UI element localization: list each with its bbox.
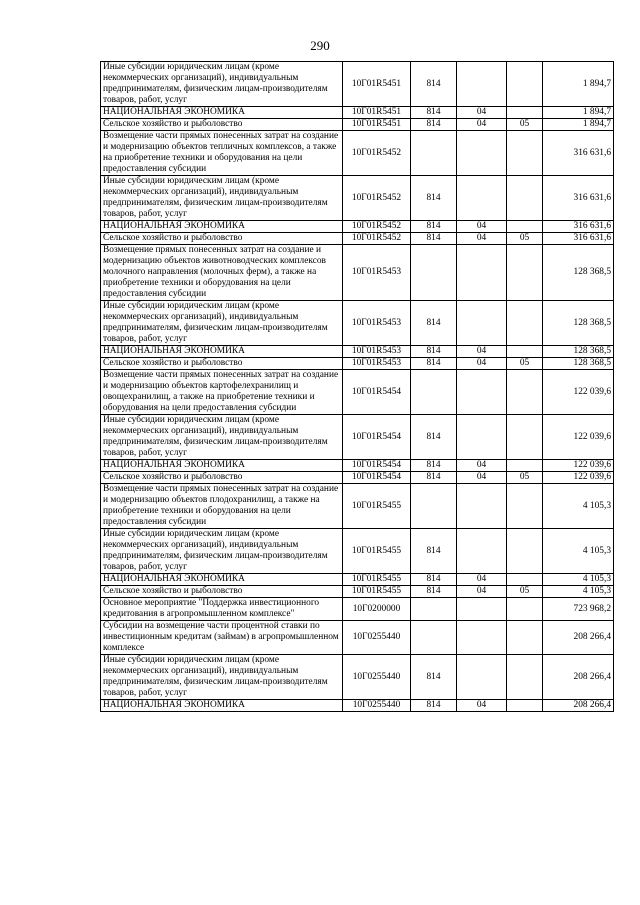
subsection-cell: 05 (507, 119, 543, 131)
subsection-cell (507, 131, 543, 176)
amount-cell: 4 105,3 (543, 586, 614, 598)
amount-cell: 128 368,5 (543, 346, 614, 358)
section-cell: 04 (457, 233, 507, 245)
amount-cell: 128 368,5 (543, 301, 614, 346)
table-row (101, 655, 614, 700)
amount-cell: 1 894,7 (543, 119, 614, 131)
table-row (101, 245, 614, 301)
subsection-cell (507, 346, 543, 358)
grbs-cell: 814 (411, 176, 457, 221)
amount-cell: 128 368,5 (543, 245, 614, 301)
grbs-cell (411, 621, 457, 655)
table-row (101, 598, 614, 621)
target-article-cell: 10Г0255440 (343, 621, 411, 655)
target-article-cell: 10Г0200000 (343, 598, 411, 621)
target-article-cell: 10Г01R5451 (343, 119, 411, 131)
section-cell (457, 655, 507, 700)
section-cell: 04 (457, 107, 507, 119)
table-row (101, 233, 614, 245)
name-cell: НАЦИОНАЛЬНАЯ ЭКОНОМИКА (101, 346, 343, 358)
section-cell (457, 245, 507, 301)
name-cell: Возмещение прямых понесенных затрат на создание и модернизацию объектов животноводческих комплексов молочного направления (молочных ферм), а также на приобретение техники и оборудования на цели предоставления субсидии (101, 245, 343, 301)
table-row (101, 484, 614, 529)
subsection-cell (507, 574, 543, 586)
grbs-cell: 814 (411, 62, 457, 107)
table-row (101, 586, 614, 598)
table-row (101, 62, 614, 107)
name-cell: Возмещение части прямых понесенных затрат на создание и модернизацию объектов картофелехранилищ и овощехранилищ, а также на приобретение техники и оборудования на цели предоставления субсидии (101, 370, 343, 415)
section-cell (457, 301, 507, 346)
section-cell (457, 131, 507, 176)
table-row (101, 415, 614, 460)
budget-table (100, 61, 614, 712)
target-article-cell: 10Г0255440 (343, 700, 411, 712)
name-cell: Основное мероприятие "Поддержка инвестиционного кредитования в агропромышленном комплексе" (101, 598, 343, 621)
subsection-cell (507, 460, 543, 472)
amount-cell: 316 631,6 (543, 176, 614, 221)
section-cell: 04 (457, 358, 507, 370)
target-article-cell: 10Г01R5451 (343, 62, 411, 107)
subsection-cell (507, 484, 543, 529)
name-cell: Иные субсидии юридическим лицам (кроме некоммерческих организаций), индивидуальным предпринимателям, физическим лицам-производителям товаров, работ, услуг (101, 655, 343, 700)
subsection-cell: 05 (507, 233, 543, 245)
subsection-cell (507, 221, 543, 233)
section-cell: 04 (457, 700, 507, 712)
amount-cell: 122 039,6 (543, 415, 614, 460)
amount-cell: 208 266,4 (543, 621, 614, 655)
table-row (101, 472, 614, 484)
target-article-cell: 10Г01R5455 (343, 574, 411, 586)
grbs-cell: 814 (411, 415, 457, 460)
amount-cell: 122 039,6 (543, 460, 614, 472)
target-article-cell: 10Г0255440 (343, 655, 411, 700)
page-number: 290 (310, 38, 330, 53)
grbs-cell (411, 484, 457, 529)
amount-cell: 723 968,2 (543, 598, 614, 621)
amount-cell: 122 039,6 (543, 370, 614, 415)
name-cell: Иные субсидии юридическим лицам (кроме некоммерческих организаций), индивидуальным предпринимателям, физическим лицам-производителям товаров, работ, услуг (101, 301, 343, 346)
amount-cell: 208 266,4 (543, 655, 614, 700)
grbs-cell: 814 (411, 655, 457, 700)
subsection-cell: 05 (507, 586, 543, 598)
target-article-cell: 10Г01R5453 (343, 301, 411, 346)
subsection-cell: 05 (507, 358, 543, 370)
grbs-cell: 814 (411, 358, 457, 370)
table-row (101, 700, 614, 712)
grbs-cell: 814 (411, 574, 457, 586)
amount-cell: 1 894,7 (543, 107, 614, 119)
amount-cell: 208 266,4 (543, 700, 614, 712)
amount-cell: 4 105,3 (543, 529, 614, 574)
target-article-cell: 10Г01R5452 (343, 131, 411, 176)
grbs-cell: 814 (411, 301, 457, 346)
target-article-cell: 10Г01R5455 (343, 484, 411, 529)
name-cell: Иные субсидии юридическим лицам (кроме некоммерческих организаций), индивидуальным предпринимателям, физическим лицам-производителям товаров, работ, услуг (101, 415, 343, 460)
amount-cell: 316 631,6 (543, 221, 614, 233)
section-cell: 04 (457, 574, 507, 586)
table-row (101, 176, 614, 221)
table-row (101, 370, 614, 415)
name-cell: Сельское хозяйство и рыболовство (101, 119, 343, 131)
amount-cell: 4 105,3 (543, 574, 614, 586)
grbs-cell: 814 (411, 233, 457, 245)
name-cell: НАЦИОНАЛЬНАЯ ЭКОНОМИКА (101, 460, 343, 472)
grbs-cell: 814 (411, 586, 457, 598)
subsection-cell (507, 529, 543, 574)
name-cell: НАЦИОНАЛЬНАЯ ЭКОНОМИКА (101, 107, 343, 119)
budget-table-body (101, 62, 614, 712)
grbs-cell (411, 131, 457, 176)
table-row (101, 529, 614, 574)
name-cell: Возмещение части прямых понесенных затрат на создание и модернизацию объектов плодохранилищ, а также на приобретение техники и оборудования на цели предоставления субсидии (101, 484, 343, 529)
subsection-cell (507, 415, 543, 460)
grbs-cell: 814 (411, 346, 457, 358)
target-article-cell: 10Г01R5454 (343, 472, 411, 484)
target-article-cell: 10Г01R5453 (343, 358, 411, 370)
subsection-cell (507, 62, 543, 107)
table-row (101, 131, 614, 176)
amount-cell: 316 631,6 (543, 131, 614, 176)
grbs-cell: 814 (411, 472, 457, 484)
target-article-cell: 10Г01R5454 (343, 415, 411, 460)
target-article-cell: 10Г01R5454 (343, 370, 411, 415)
target-article-cell: 10Г01R5453 (343, 346, 411, 358)
subsection-cell (507, 176, 543, 221)
section-cell: 04 (457, 221, 507, 233)
table-row (101, 221, 614, 233)
section-cell (457, 370, 507, 415)
amount-cell: 122 039,6 (543, 472, 614, 484)
name-cell: НАЦИОНАЛЬНАЯ ЭКОНОМИКА (101, 221, 343, 233)
table-row (101, 358, 614, 370)
name-cell: Сельское хозяйство и рыболовство (101, 358, 343, 370)
section-cell (457, 62, 507, 107)
grbs-cell (411, 370, 457, 415)
amount-cell: 316 631,6 (543, 233, 614, 245)
section-cell (457, 176, 507, 221)
grbs-cell: 814 (411, 529, 457, 574)
target-article-cell: 10Г01R5455 (343, 529, 411, 574)
subsection-cell (507, 655, 543, 700)
name-cell: Субсидии на возмещение части процентной ставки по инвестиционным кредитам (займам) в агропромышленном комплексе (101, 621, 343, 655)
target-article-cell: 10Г01R5452 (343, 176, 411, 221)
subsection-cell (507, 245, 543, 301)
subsection-cell: 05 (507, 472, 543, 484)
name-cell: Иные субсидии юридическим лицам (кроме некоммерческих организаций), индивидуальным предпринимателям, физическим лицам-производителям товаров, работ, услуг (101, 176, 343, 221)
target-article-cell: 10Г01R5452 (343, 221, 411, 233)
name-cell: Сельское хозяйство и рыболовство (101, 586, 343, 598)
subsection-cell (507, 107, 543, 119)
name-cell: Сельское хозяйство и рыболовство (101, 233, 343, 245)
subsection-cell (507, 700, 543, 712)
table-row (101, 621, 614, 655)
amount-cell: 4 105,3 (543, 484, 614, 529)
table-row (101, 346, 614, 358)
section-cell: 04 (457, 472, 507, 484)
table-row (101, 301, 614, 346)
target-article-cell: 10Г01R5453 (343, 245, 411, 301)
grbs-cell: 814 (411, 119, 457, 131)
grbs-cell (411, 245, 457, 301)
section-cell (457, 415, 507, 460)
subsection-cell (507, 621, 543, 655)
table-row (101, 107, 614, 119)
name-cell: НАЦИОНАЛЬНАЯ ЭКОНОМИКА (101, 700, 343, 712)
section-cell (457, 529, 507, 574)
subsection-cell (507, 370, 543, 415)
amount-cell: 128 368,5 (543, 358, 614, 370)
grbs-cell: 814 (411, 221, 457, 233)
table-row (101, 460, 614, 472)
section-cell (457, 621, 507, 655)
grbs-cell: 814 (411, 700, 457, 712)
name-cell: Иные субсидии юридическим лицам (кроме некоммерческих организаций), индивидуальным предпринимателям, физическим лицам-производителям товаров, работ, услуг (101, 62, 343, 107)
subsection-cell (507, 598, 543, 621)
section-cell: 04 (457, 119, 507, 131)
target-article-cell: 10Г01R5454 (343, 460, 411, 472)
amount-cell: 1 894,7 (543, 62, 614, 107)
table-row (101, 119, 614, 131)
name-cell: Возмещение части прямых понесенных затрат на создание и модернизацию объектов тепличных комплексов, а также на приобретение техники и оборудования на цели предоставления субсидии (101, 131, 343, 176)
name-cell: Сельское хозяйство и рыболовство (101, 472, 343, 484)
name-cell: НАЦИОНАЛЬНАЯ ЭКОНОМИКА (101, 574, 343, 586)
subsection-cell (507, 301, 543, 346)
grbs-cell (411, 598, 457, 621)
target-article-cell: 10Г01R5455 (343, 586, 411, 598)
section-cell: 04 (457, 460, 507, 472)
section-cell: 04 (457, 346, 507, 358)
name-cell: Иные субсидии юридическим лицам (кроме некоммерческих организаций), индивидуальным предпринимателям, физическим лицам-производителям товаров, работ, услуг (101, 529, 343, 574)
target-article-cell: 10Г01R5452 (343, 233, 411, 245)
grbs-cell: 814 (411, 460, 457, 472)
section-cell (457, 598, 507, 621)
table-row (101, 574, 614, 586)
target-article-cell: 10Г01R5451 (343, 107, 411, 119)
grbs-cell: 814 (411, 107, 457, 119)
section-cell (457, 484, 507, 529)
section-cell: 04 (457, 586, 507, 598)
